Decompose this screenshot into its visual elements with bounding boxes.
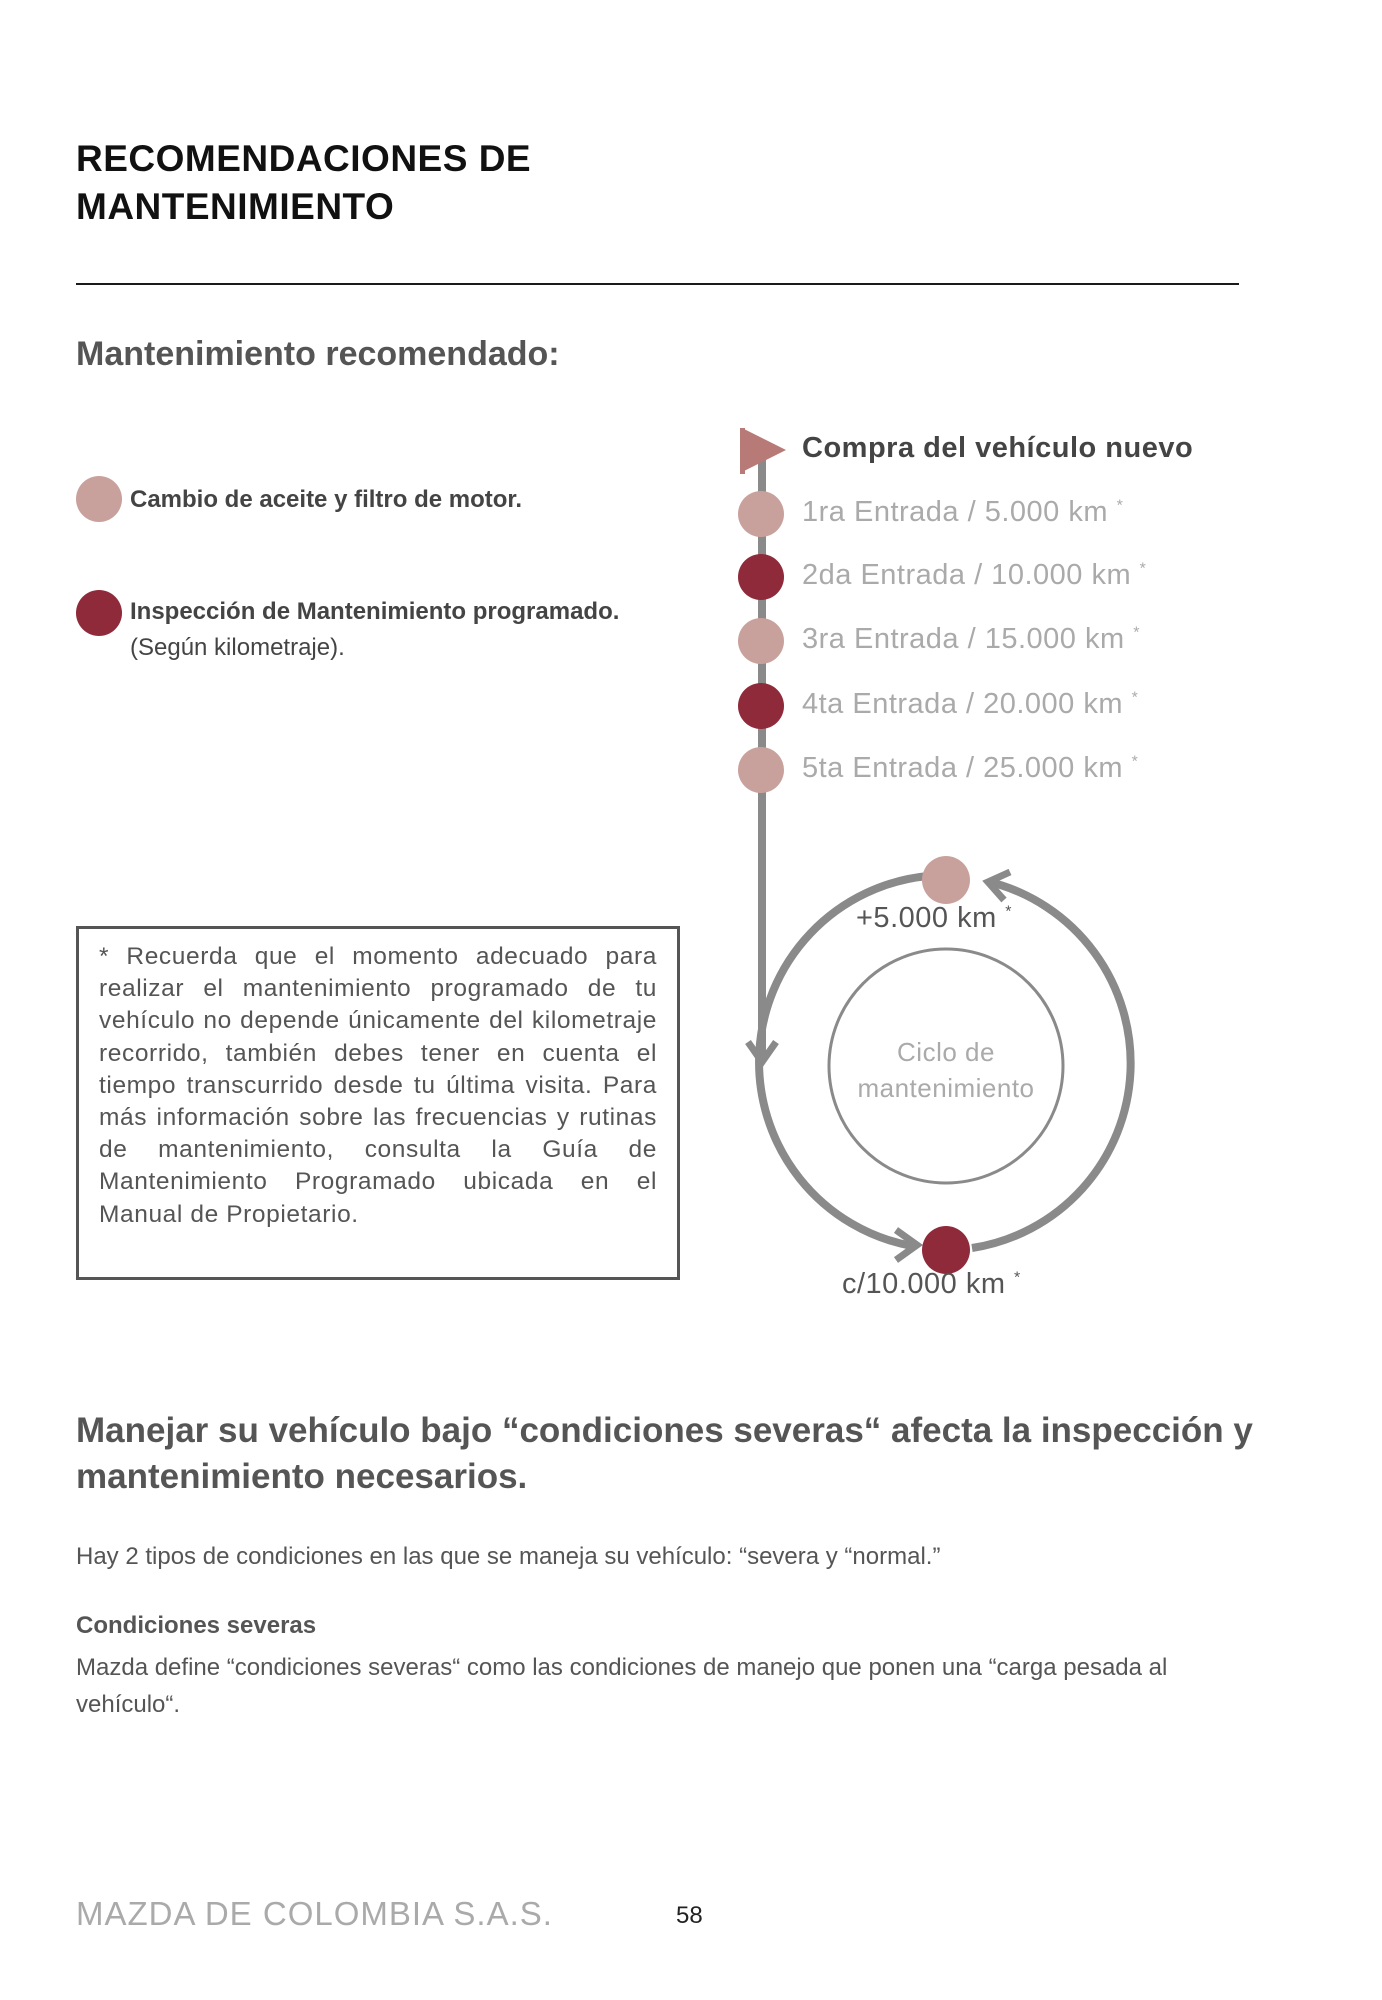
timeline-entry-3: 3ra Entrada / 15.000 km * [802, 623, 1140, 655]
page-number: 58 [676, 1902, 703, 1929]
legend-oil-dot [76, 476, 122, 522]
cycle-dot-top [922, 856, 970, 904]
timeline-dot-1 [738, 491, 784, 537]
footer-company: MAZDA DE COLOMBIA S.A.S. [76, 1895, 553, 1932]
page-title-line-2: MANTENIMIENTO [76, 186, 395, 227]
severe-body: Mazda define “condiciones severas“ como las condiciones de manejo que ponen una “carga pesada al vehículo“. [76, 1654, 1168, 1718]
severe-subheading: Condiciones severas [76, 1612, 317, 1639]
cycle-bottom-label: c/10.000 km * [842, 1268, 1021, 1300]
legend-inspection-label [130, 594, 619, 666]
legend-oil-label [130, 482, 522, 518]
page-title [76, 135, 776, 231]
timeline-heading: Compra del vehículo nuevo [802, 432, 1194, 464]
title-divider [76, 283, 1239, 285]
legend-inspection-dot [76, 590, 122, 636]
timeline-entry-4: 4ta Entrada / 20.000 km * [802, 688, 1139, 720]
severe-conditions-heading: Manejar su vehículo bajo “condiciones severas“ afecta la inspección y mantenimiento necesarios. [76, 1411, 1253, 1496]
timeline-entry-5: 5ta Entrada / 25.000 km * [802, 752, 1139, 784]
severe-intro: Hay 2 tipos de condiciones en las que se maneja su vehículo: “severa y “normal.” [76, 1543, 941, 1570]
flag-icon [742, 428, 786, 472]
timeline-dot-5 [738, 747, 784, 793]
timeline-dot-2 [738, 554, 784, 600]
cycle-center-line-1: Ciclo de [897, 1037, 995, 1067]
page-title-line-1: RECOMENDACIONES DE [76, 138, 532, 179]
timeline-entry-1: 1ra Entrada / 5.000 km * [802, 496, 1124, 528]
cycle-top-label: +5.000 km * [856, 902, 1013, 934]
legend-inspection-text: Inspección de Mantenimiento programado. [130, 598, 620, 625]
legend-inspection-note: (Según kilometraje). [130, 634, 345, 661]
note-box [76, 926, 680, 1280]
cycle-center-label [846, 1034, 1046, 1106]
cycle-dot-bottom [922, 1226, 970, 1274]
timeline-entry-2: 2da Entrada / 10.000 km * [802, 559, 1147, 591]
section-subtitle: Mantenimiento recomendado: [76, 335, 560, 373]
legend-oil-text: Cambio de aceite y filtro de motor. [130, 486, 523, 513]
timeline-dot-3 [738, 618, 784, 664]
note-text: * Recuerda que el momento adecuado para realizar el mantenimiento programado de tu vehículo no depende únicamente del kilometraje recorrido, también debes tener en cuenta el tiempo transcurrido desde tu última visita. Para más información sobre las frecuencias y rutinas de mantenimiento, consulta la Guía de Mantenimiento Programado ubicada en el Manual de Propietario. [99, 943, 657, 1228]
timeline-dot-4 [738, 683, 784, 729]
cycle-center-line-2: mantenimiento [857, 1073, 1035, 1103]
